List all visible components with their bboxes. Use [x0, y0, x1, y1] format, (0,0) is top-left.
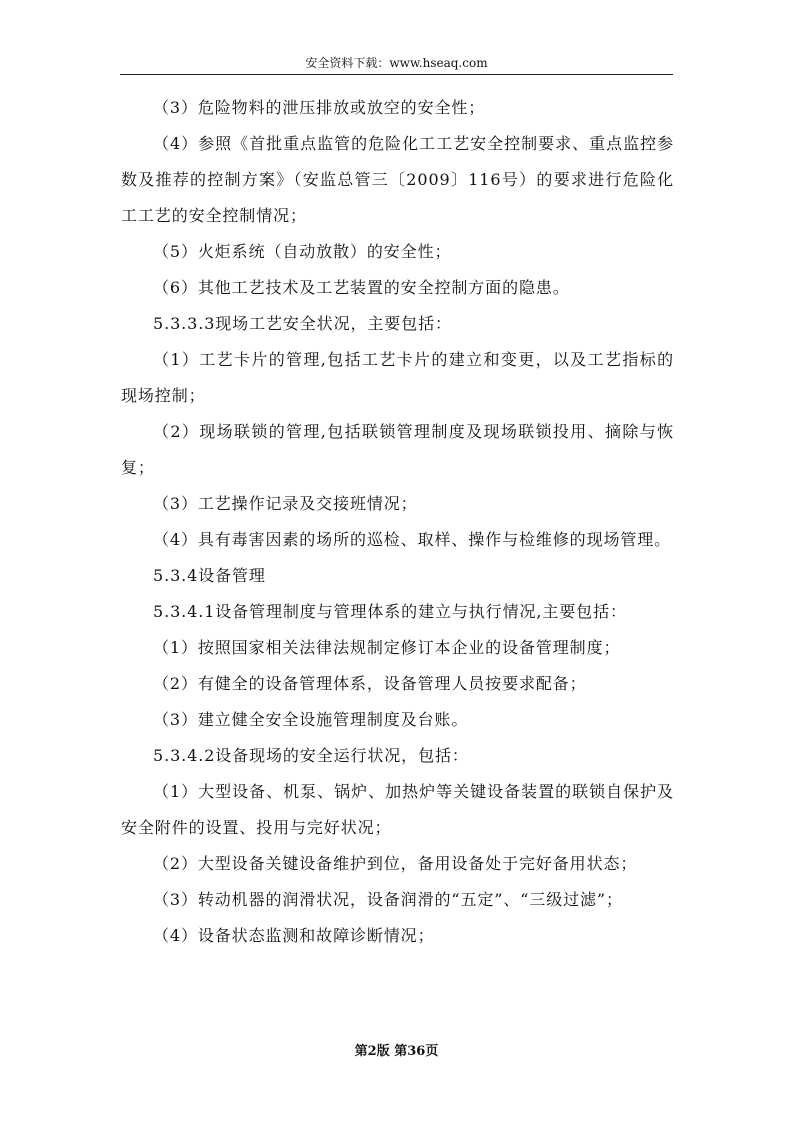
- paragraph: （4）参照《首批重点监管的危险化工工艺安全控制要求、重点监控参数及推荐的控制方案》（安监总管三〔2009〕116号）的要求进行危险化工工艺的安全控制情况；: [121, 134, 674, 225]
- page-header: [120, 52, 673, 75]
- section-heading: 5.3.3.3现场工艺安全状况，主要包括：: [153, 314, 452, 333]
- section-heading: 5.3.4.1设备管理制度与管理体系的建立与执行情况,主要包括：: [153, 602, 627, 621]
- paragraph: （1）大型设备、机泵、锅炉、加热炉等关键设备装置的联锁自保护及安全附件的设置、投用与完好状况；: [121, 782, 674, 837]
- paragraph: （3）建立健全安全设施管理制度及台账。: [153, 710, 469, 729]
- paragraph: （2）现场联锁的管理,包括联锁管理制度及现场联锁投用、摘除与恢复；: [121, 422, 674, 477]
- header-text: 安全资料下载：www.hseaq.com: [305, 56, 488, 70]
- paragraph: （2）大型设备关键设备维护到位，备用设备处于完好备用状态；: [153, 854, 638, 873]
- paragraph: （3）工艺操作记录及交接班情况；: [153, 494, 418, 513]
- paragraph: （3）转动机器的润滑状况，设备润滑的“五定”、“三级过滤”；: [153, 890, 623, 909]
- page-footer: [0, 1040, 793, 1059]
- paragraph: （1）按照国家相关法律法规制定修订本企业的设备管理制度；: [153, 638, 621, 657]
- paragraph: （1）工艺卡片的管理,包括工艺卡片的建立和变更，以及工艺指标的现场控制；: [121, 350, 674, 405]
- paragraph: （4）设备状态监测和故障诊断情况；: [153, 926, 435, 945]
- paragraph: （6）其他工艺技术及工艺装置的安全控制方面的隐患。: [153, 278, 570, 297]
- document-body: [121, 90, 674, 954]
- paragraph: （4）具有毒害因素的场所的巡检、取样、操作与检维修的现场管理。: [153, 530, 672, 549]
- paragraph: （2）有健全的设备管理体系，设备管理人员按要求配备；: [153, 674, 587, 693]
- paragraph: （5）火炬系统（自动放散）的安全性；: [153, 242, 452, 261]
- page-number: 第2版 第36页: [354, 1044, 439, 1059]
- section-heading: 5.3.4.2设备现场的安全运行状况，包括：: [153, 746, 469, 765]
- paragraph: （3）危险物料的泄压排放或放空的安全性；: [153, 98, 486, 117]
- section-heading: 5.3.4设备管理: [153, 566, 266, 585]
